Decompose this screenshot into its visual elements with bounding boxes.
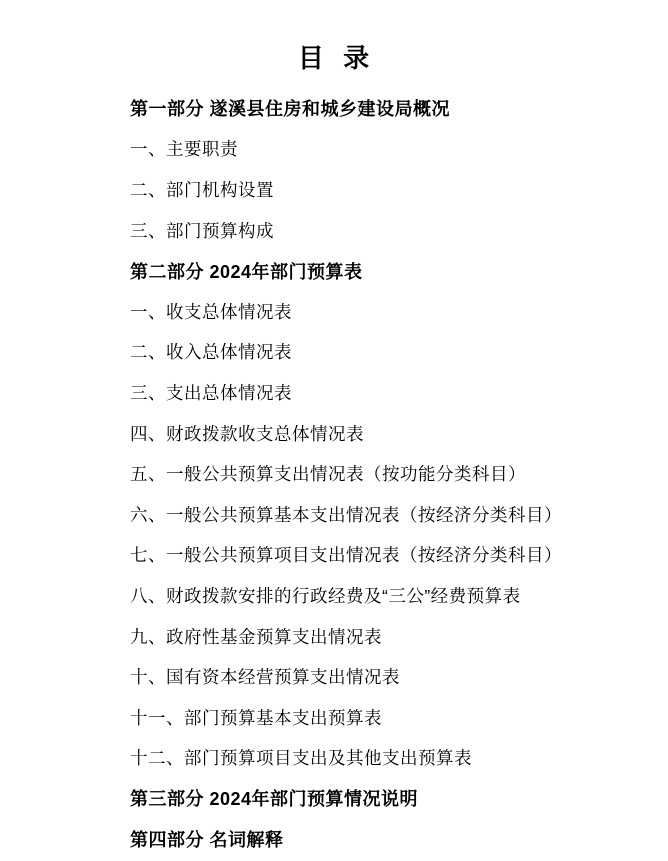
page-title: 目 录 — [297, 43, 371, 73]
toc-entry: 二、部门机构设置 — [130, 179, 274, 200]
toc-entry: 八、财政拨款安排的行政经费及“三公”经费预算表 — [130, 585, 521, 606]
toc-section-heading: 第三部分 2024年部门预算情况说明 — [130, 789, 419, 810]
toc-entry: 十、国有资本经营预算支出情况表 — [130, 667, 400, 688]
toc-entry: 一、收支总体情况表 — [130, 301, 292, 322]
toc-entry: 五、一般公共预算支出情况表（按功能分类科目） — [130, 464, 526, 485]
toc-entry: 二、收入总体情况表 — [130, 342, 292, 363]
toc-entry: 三、支出总体情况表 — [130, 382, 292, 403]
toc-section-heading: 第二部分 2024年部门预算表 — [130, 261, 363, 282]
table-of-contents — [130, 88, 668, 859]
toc-entry: 十二、部门预算项目支出及其他支出预算表 — [130, 748, 472, 769]
toc-entry: 六、一般公共预算基本支出情况表（按经济分类科目） — [130, 504, 562, 525]
toc-entry: 三、部门预算构成 — [130, 220, 274, 241]
toc-entry: 七、一般公共预算项目支出情况表（按经济分类科目） — [130, 545, 562, 566]
toc-entry: 四、财政拨款收支总体情况表 — [130, 423, 364, 444]
toc-entry: 十一、部门预算基本支出预算表 — [130, 707, 382, 728]
toc-entry: 九、政府性基金预算支出情况表 — [130, 626, 382, 647]
toc-section-heading: 第一部分 遂溪县住房和城乡建设局概况 — [130, 99, 450, 120]
toc-section-heading: 第四部分 名词解释 — [130, 829, 284, 850]
toc-entry: 一、主要职责 — [130, 139, 238, 160]
